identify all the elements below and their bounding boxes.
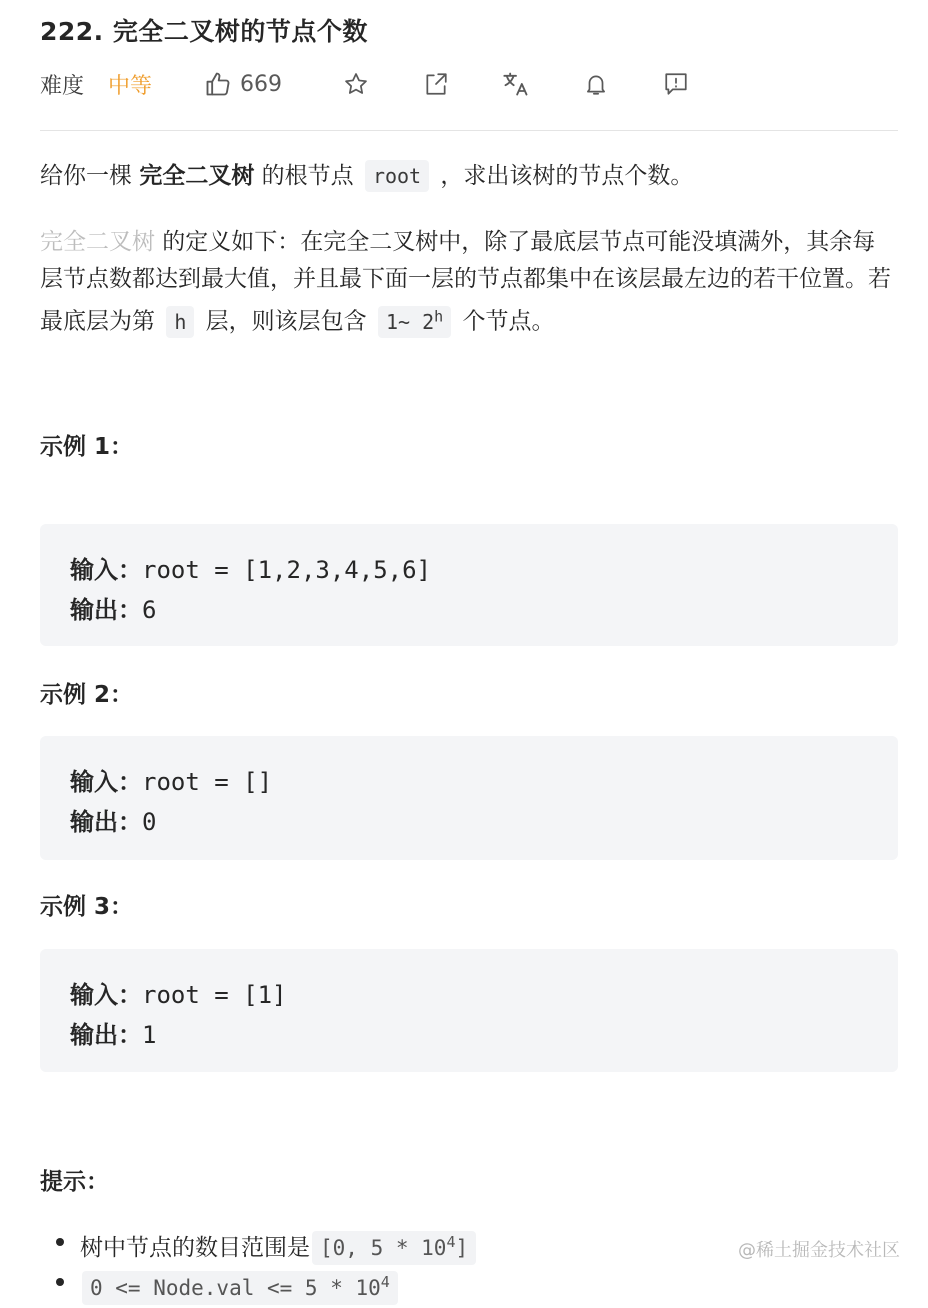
example-2-codeblock — [40, 736, 898, 860]
share-button[interactable] — [418, 66, 454, 102]
code-range-exponent: h — [434, 307, 444, 325]
description-text: 层，则该层包含 — [198, 308, 374, 335]
example-1-output-line — [70, 590, 156, 625]
example-1-codeblock — [40, 524, 898, 646]
example-3-codeblock — [40, 949, 898, 1072]
output-label: 输出： — [70, 596, 142, 624]
problem-toolbar — [40, 66, 898, 102]
hints-list — [54, 1222, 480, 1302]
hint-item — [54, 1262, 480, 1302]
example-3-output-line — [70, 1015, 156, 1050]
input-value: root = [1] — [142, 981, 287, 1009]
hints-heading: 提示： — [40, 1169, 109, 1195]
description-text: 给你一棵 — [40, 163, 140, 189]
code-root: root — [365, 160, 429, 192]
example-2-heading: 示例 2： — [40, 682, 134, 708]
like-button[interactable] — [204, 66, 282, 102]
example-3-heading: 示例 3： — [40, 894, 134, 920]
hint-code-base: 0 <= Node.val <= 5 * 10 — [90, 1276, 381, 1300]
input-label: 输入： — [70, 768, 142, 796]
input-label: 输入： — [70, 981, 142, 1009]
problem-title: 222. 完全二叉树的节点个数 — [40, 17, 368, 46]
hint-code-tail: ] — [455, 1236, 469, 1260]
code-h: h — [166, 306, 194, 338]
star-icon — [343, 71, 369, 97]
description-text: ，求出该树的节点个数。 — [433, 163, 694, 189]
hint-code-exponent: 4 — [380, 1273, 390, 1291]
bell-icon — [583, 71, 609, 97]
output-label: 输出： — [70, 1021, 142, 1049]
bullet-icon — [56, 1238, 64, 1246]
output-value: 6 — [142, 596, 157, 624]
output-value: 0 — [142, 808, 157, 836]
difficulty-label: 难度 — [40, 73, 85, 99]
bullet-icon — [56, 1278, 64, 1286]
hint-text: 树中节点的数目范围是 — [80, 1235, 310, 1261]
hint-code-exponent: 4 — [446, 1233, 456, 1251]
hint-code-base: [0, 5 * 10 — [320, 1236, 447, 1260]
description-paragraph-2 — [40, 224, 898, 341]
translate-button[interactable] — [498, 66, 534, 102]
favorite-button[interactable] — [338, 66, 374, 102]
hint-code — [312, 1231, 476, 1265]
output-label: 输出： — [70, 808, 142, 836]
like-count: 669 — [240, 71, 282, 97]
example-1-heading: 示例 1： — [40, 434, 134, 460]
watermark: @稀土掘金技术社区 — [738, 1240, 900, 1261]
feedback-icon — [663, 71, 689, 97]
description-paragraph-1 — [40, 157, 898, 195]
share-icon — [423, 71, 449, 97]
translate-icon — [502, 70, 530, 98]
description-bold-term: 完全二叉树 — [139, 163, 255, 189]
example-1-input-line — [70, 550, 431, 585]
example-3-input-line — [70, 975, 287, 1010]
example-2-output-line — [70, 802, 156, 837]
input-label: 输入： — [70, 556, 142, 584]
code-range-base: 1~ 2 — [385, 309, 435, 334]
notification-button[interactable] — [578, 66, 614, 102]
hint-code — [82, 1271, 398, 1305]
code-range — [378, 306, 451, 338]
output-value: 1 — [142, 1021, 157, 1049]
input-value: root = [] — [142, 768, 273, 796]
difficulty-value: 中等 — [108, 73, 153, 99]
description-text: 的定义如下：在完全二叉树中，除了最底层节点可能没填满外，其余每层节点数都达到最大值，并且最下面一层的节点都集中在该层最左边的若干位置。若最底层为第 — [40, 229, 891, 335]
complete-binary-tree-link[interactable]: 完全二叉树 — [40, 229, 155, 255]
feedback-button[interactable] — [658, 66, 694, 102]
hint-item — [54, 1222, 480, 1262]
header-divider — [40, 130, 898, 131]
description-text: 的根节点 — [254, 163, 361, 189]
input-value: root = [1,2,3,4,5,6] — [142, 556, 431, 584]
description-text: 个节点。 — [455, 308, 555, 335]
example-2-input-line — [70, 762, 272, 797]
thumbs-up-icon — [204, 70, 232, 98]
